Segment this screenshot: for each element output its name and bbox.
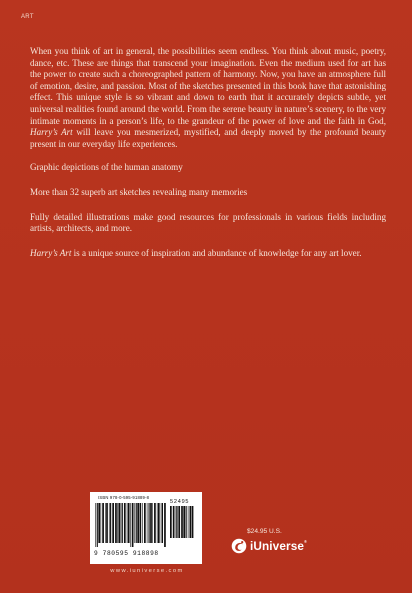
barcode-bar: [192, 506, 194, 538]
barcode-bar: [164, 503, 166, 547]
book-title-closing: Harry’s Art: [30, 247, 72, 258]
barcode-bar: [115, 503, 117, 543]
isbn-barcode: [95, 503, 167, 547]
barcode-bar: [170, 506, 172, 538]
book-title-inline: Harry’s Art: [30, 127, 73, 138]
barcode-bar: [181, 506, 183, 538]
barcode-bar: [109, 503, 110, 543]
barcode-bar: [173, 506, 175, 538]
barcode-bar: [132, 503, 134, 547]
barcode-bar: [190, 506, 192, 538]
closing-text: is a unique source of inspiration and abundance of knowledge for any art lover.: [71, 247, 362, 258]
barcode-bar: [101, 503, 102, 543]
barcode-panel: [90, 492, 202, 564]
barcode-bar: [97, 503, 98, 547]
barcode-bar: [186, 506, 187, 538]
barcode-bar: [95, 503, 96, 547]
barcode-bar: [177, 506, 178, 538]
barcode-bar: [122, 503, 123, 543]
barcode-bar: [137, 503, 139, 543]
barcode-bar: [112, 503, 114, 543]
barcode-bar: [144, 503, 146, 543]
barcode-bar: [147, 503, 148, 543]
barcode-bar: [161, 503, 162, 543]
barcode-bar: [178, 506, 180, 538]
barcode-bar: [105, 503, 106, 543]
barcode-bar: [154, 503, 156, 543]
barcode-bar: [150, 503, 152, 543]
description-part-2: will leave you mesmerized, mystified, and deeply moved by the profound beauty present in our everyday life experiences.: [30, 127, 386, 149]
barcode-bar: [134, 503, 135, 543]
cover-copy: [30, 46, 386, 272]
isbn-number: ISBN 978-0-595-91889-8: [98, 495, 150, 500]
barcode-bar: [140, 503, 142, 543]
barcode-bar: [176, 506, 177, 538]
feature-point-1: Graphic depictions of the human anatomy: [30, 162, 183, 173]
barcode-bar: [136, 503, 137, 543]
barcode-bar: [128, 503, 130, 543]
feature-point-2: More than 32 superb art sketches revealing many memories: [30, 186, 248, 197]
barcode-bar: [158, 503, 160, 543]
publisher-website: www.iuniverse.com: [110, 568, 184, 574]
barcode-bar: [127, 503, 128, 543]
feature-point-3: Fully detailed illustrations make good resources for professionals in various fields including artists, architects, and more.: [30, 211, 386, 234]
price-barcode: [170, 506, 196, 542]
publisher-brand: [231, 538, 307, 554]
iuniverse-swirl-icon: [231, 538, 247, 554]
barcode-bar: [106, 503, 108, 543]
barcode-bar: [152, 503, 153, 543]
barcode-bar: [102, 503, 104, 543]
category-label: ART: [21, 14, 34, 20]
closing-paragraph: [30, 248, 386, 260]
barcode-bar: [130, 503, 131, 547]
description-part-1: When you think of art in general, the possibilities seem endless. You think about music, poetry, dance, etc. These are things that transcend your imagination. Even the medium used for art has the power to create such a choreographed pattern of harmony. Now, you have an atmosphere full of emotion, desire, and passion. Most of the sketches presented in this book have that astonishing effect. This unique style is so vibrant and down to earth that it accurately depicts subtle, yet universal realities found around the world. From the serene beauty in nature’s scenery, to the very intimate moments in a person’s life, to the grandeur of the power of love and the faith in God,: [30, 46, 386, 126]
barcode-digits: 9 780595 918898: [94, 550, 159, 557]
barcode-bar: [149, 503, 150, 543]
retail-price: $24.95 U.S.: [247, 528, 282, 535]
barcode-bar: [121, 503, 122, 543]
barcode-bar: [117, 503, 118, 543]
barcode-bar: [142, 503, 143, 543]
barcode-bar: [157, 503, 158, 543]
barcode-bar: [183, 506, 185, 538]
barcode-bar: [98, 503, 100, 543]
price-code: 52495: [170, 499, 190, 505]
barcode-bar: [162, 503, 163, 543]
barcode-bar: [110, 503, 111, 543]
barcode-bar: [188, 506, 189, 538]
barcode-bar: [118, 503, 120, 543]
publisher-name: iUniverse®: [250, 539, 308, 553]
barcode-bar: [124, 503, 126, 543]
description-paragraph: [30, 46, 386, 150]
